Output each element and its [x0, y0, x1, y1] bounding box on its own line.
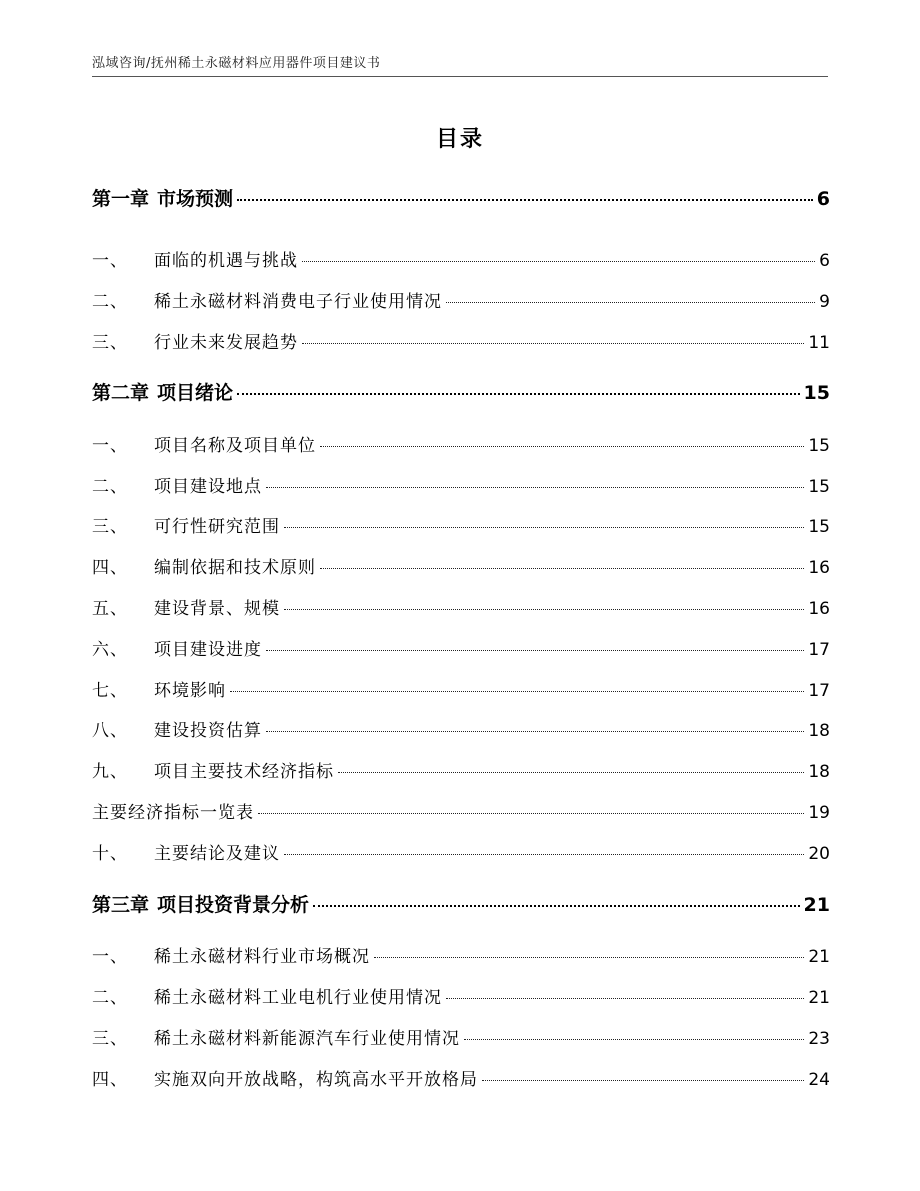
- toc-leader-dots: [374, 957, 804, 958]
- toc-section[interactable]: [92, 246, 830, 271]
- toc-entry-number: 二、: [92, 477, 128, 497]
- toc-leader-dots: [237, 393, 800, 395]
- toc-entry-label: 稀土永磁材料消费电子行业使用情况: [154, 292, 442, 312]
- toc-section[interactable]: [92, 1065, 830, 1090]
- toc-leader-dots: [230, 691, 804, 692]
- toc-entry-page: 16: [808, 599, 830, 619]
- toc-section[interactable]: [92, 983, 830, 1008]
- toc-entry-number: 一、: [92, 436, 128, 456]
- toc-entry-page: 21: [808, 947, 830, 967]
- toc-section[interactable]: [92, 1024, 830, 1049]
- toc-section[interactable]: [92, 839, 830, 864]
- toc-entry-label: 环境影响: [154, 681, 226, 701]
- toc-entry-page: 19: [808, 803, 830, 823]
- toc-entry-number: 九、: [92, 762, 128, 782]
- toc-entry-number: 二、: [92, 292, 128, 312]
- toc-section[interactable]: [92, 757, 830, 782]
- toc-entry-label: 稀土永磁材料行业市场概况: [154, 947, 370, 967]
- toc-entry-page: 17: [808, 681, 830, 701]
- toc-entry-page: 15: [808, 517, 830, 537]
- running-header: 泓域咨询/抚州稀土永磁材料应用器件项目建议书: [92, 56, 381, 71]
- toc-entry-label: 建设投资估算: [154, 721, 262, 741]
- toc-leader-dots: [482, 1080, 804, 1081]
- toc-entry-page: 17: [808, 640, 830, 660]
- toc-leader-dots: [446, 302, 815, 303]
- toc-entry-page: 15: [808, 436, 830, 456]
- toc-entry-page: 18: [808, 721, 830, 741]
- toc-leader-dots: [266, 487, 804, 488]
- toc-leader-dots: [284, 609, 804, 610]
- toc-entry-label: 项目建设进度: [154, 640, 262, 660]
- toc-entry-page: 9: [819, 292, 830, 312]
- toc-entry-label: 项目投资背景分析: [157, 894, 310, 916]
- toc-section[interactable]: [92, 594, 830, 619]
- toc-leader-dots: [237, 199, 813, 201]
- toc-entry-label: 项目名称及项目单位: [154, 436, 316, 456]
- toc-section[interactable]: [92, 512, 830, 537]
- toc-leader-dots: [320, 568, 804, 569]
- toc-entry-page: 24: [808, 1070, 830, 1090]
- toc-leader-dots: [446, 998, 804, 999]
- toc-section[interactable]: [92, 635, 830, 660]
- toc-leader-dots: [320, 446, 804, 447]
- toc-entry-number: 第一章: [92, 188, 150, 210]
- toc-entry-page: 6: [819, 251, 830, 271]
- toc-entry-label: 项目建设地点: [154, 477, 262, 497]
- toc-entry-number: 一、: [92, 947, 128, 967]
- toc-entry-label: 行业未来发展趋势: [154, 333, 298, 353]
- toc-entry-number: 三、: [92, 333, 128, 353]
- toc-entry-page: 23: [808, 1029, 830, 1049]
- toc-entry-page: 21: [808, 988, 830, 1008]
- toc-leader-dots: [302, 261, 815, 262]
- toc-entry-number: 四、: [92, 558, 128, 578]
- toc-entry-number: 二、: [92, 988, 128, 1008]
- toc-entry-label: 主要结论及建议: [154, 844, 280, 864]
- toc-chapter-1[interactable]: [92, 184, 830, 211]
- toc-entry-label: 主要经济指标一览表: [92, 803, 254, 823]
- toc-entry-label: 实施双向开放战略，构筑高水平开放格局: [154, 1070, 478, 1090]
- toc-entry-number: 六、: [92, 640, 128, 660]
- toc-title: 目录: [435, 127, 484, 152]
- toc-section[interactable]: [92, 553, 830, 578]
- toc-entry-number: 三、: [92, 517, 128, 537]
- toc-subsection[interactable]: [92, 798, 830, 823]
- toc-entry-page: 16: [808, 558, 830, 578]
- toc-entry-number: 八、: [92, 721, 128, 741]
- toc-entry-number: 一、: [92, 251, 128, 271]
- toc-entry-number: 第二章: [92, 382, 150, 404]
- toc-entry-label: 面临的机遇与挑战: [154, 251, 298, 271]
- toc-entry-page: 18: [808, 762, 830, 782]
- toc-entry-number: 四、: [92, 1070, 128, 1090]
- header-divider: [92, 76, 828, 77]
- toc-entry-number: 第三章: [92, 894, 150, 916]
- toc-entry-page: 11: [808, 333, 830, 353]
- toc-entry-label: 项目绪论: [157, 382, 234, 404]
- toc-entry-page: 20: [808, 844, 830, 864]
- toc-section[interactable]: [92, 287, 830, 312]
- toc-leader-dots: [302, 343, 804, 344]
- toc-entry-label: 项目主要技术经济指标: [154, 762, 334, 782]
- toc-section[interactable]: [92, 676, 830, 701]
- toc-chapter-2[interactable]: [92, 378, 830, 405]
- toc-section[interactable]: [92, 716, 830, 741]
- toc-leader-dots: [266, 731, 804, 732]
- toc-section[interactable]: [92, 942, 830, 967]
- toc-entry-number: 七、: [92, 681, 128, 701]
- toc-leader-dots: [258, 813, 804, 814]
- toc-entry-number: 五、: [92, 599, 128, 619]
- toc-entry-page: 6: [816, 188, 830, 210]
- toc-entry-label: 建设背景、规模: [154, 599, 280, 619]
- toc-entry-label: 市场预测: [157, 188, 234, 210]
- toc-entry-page: 15: [803, 382, 830, 404]
- toc-entry-label: 可行性研究范围: [154, 517, 280, 537]
- toc-section[interactable]: [92, 472, 830, 497]
- toc-leader-dots: [338, 772, 804, 773]
- toc-entry-number: 三、: [92, 1029, 128, 1049]
- toc-entry-label: 稀土永磁材料工业电机行业使用情况: [154, 988, 442, 1008]
- toc-leader-dots: [284, 854, 804, 855]
- toc-section[interactable]: [92, 328, 830, 353]
- toc-entry-page: 15: [808, 477, 830, 497]
- toc-entry-number: 十、: [92, 844, 128, 864]
- toc-chapter-3[interactable]: [92, 890, 830, 917]
- toc-leader-dots: [284, 527, 804, 528]
- toc-leader-dots: [266, 650, 804, 651]
- toc-section[interactable]: [92, 431, 830, 456]
- toc-entry-label: 稀土永磁材料新能源汽车行业使用情况: [154, 1029, 460, 1049]
- toc-entry-page: 21: [803, 894, 830, 916]
- toc-entry-label: 编制依据和技术原则: [154, 558, 316, 578]
- toc-leader-dots: [464, 1039, 804, 1040]
- toc-leader-dots: [313, 905, 800, 907]
